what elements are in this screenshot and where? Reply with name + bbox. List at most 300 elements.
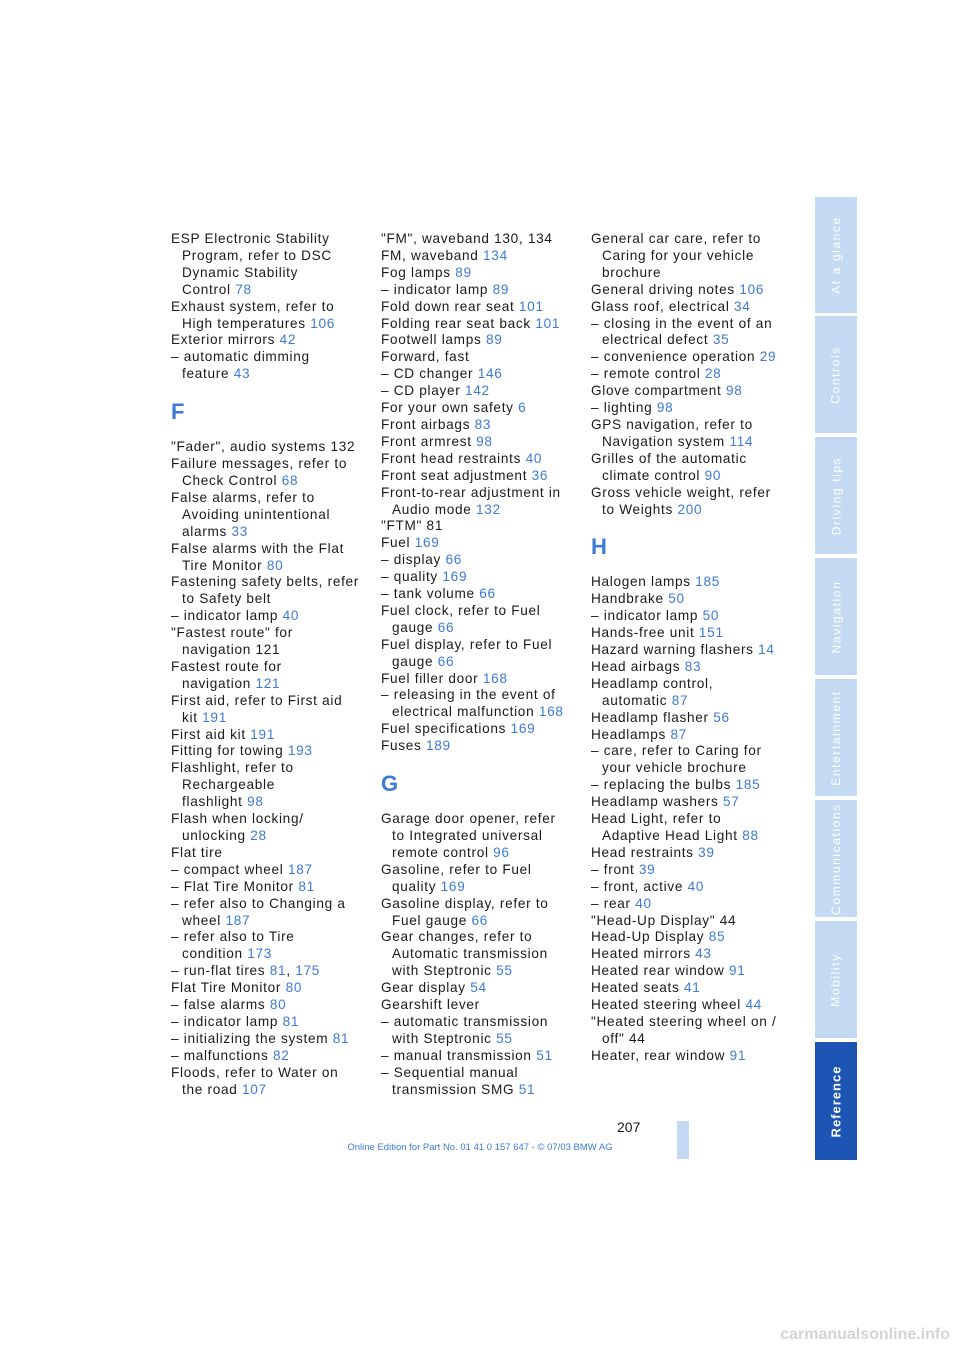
page-reference-link[interactable]: 185 <box>695 574 721 590</box>
page-reference-link[interactable]: 134 <box>483 247 508 263</box>
index-entry <box>381 316 581 333</box>
page-reference-link[interactable]: 35 <box>712 332 730 348</box>
page-reference-link[interactable]: 80 <box>266 557 284 573</box>
index-entry-text: – false alarms <box>171 997 270 1013</box>
page-reference-link[interactable]: 168 <box>482 670 508 686</box>
index-entry <box>381 417 581 434</box>
index-entry <box>381 845 581 862</box>
index-entry-text: Fuel filler door <box>381 670 483 686</box>
index-entry-text: Fuel specifications <box>381 721 511 737</box>
sidebar-tab-label: Reference <box>828 1065 844 1137</box>
index-entry <box>381 620 581 637</box>
index-entry <box>591 980 791 997</box>
index-entry <box>381 828 581 845</box>
index-entry-text: feature <box>182 366 234 382</box>
index-entry-text: – remote control <box>591 366 705 382</box>
index-entry-text: automatic <box>602 692 672 708</box>
index-entry-text: "Heated steering wheel on / <box>591 1013 777 1029</box>
index-entry-text: navigation <box>182 675 256 691</box>
index-entry-text: – CD changer <box>381 366 478 382</box>
index-entry-text: Halogen lamps <box>591 574 696 590</box>
index-entry <box>381 468 581 485</box>
index-entry <box>381 1065 581 1082</box>
page-reference-link[interactable]: 68 <box>281 472 299 488</box>
page-reference-link[interactable]: 87 <box>670 726 688 742</box>
index-entry-text: Handbrake <box>591 591 669 607</box>
sidebar-tab-label: Mobility <box>829 952 844 1007</box>
index-entry <box>381 434 581 451</box>
index-entry-text: Front-to-rear adjustment in <box>381 484 561 500</box>
page-reference-link[interactable]: 169 <box>442 569 468 585</box>
page-reference-link[interactable]: 78 <box>235 281 252 297</box>
index-entry-text: Flat tire <box>171 844 223 860</box>
index-entry-text: First aid, refer to First aid <box>171 692 343 708</box>
page-reference-link[interactable]: 98 <box>726 383 743 399</box>
index-entry <box>591 1048 791 1065</box>
sidebar-tab-label: Driving tips <box>829 456 843 535</box>
index-letter-heading: H <box>591 534 607 560</box>
index-entry <box>591 282 791 299</box>
index-entry <box>591 316 791 333</box>
index-entry <box>171 896 371 913</box>
page-reference-link[interactable]: 41 <box>683 980 701 996</box>
index-entry <box>591 451 791 468</box>
page-reference-link[interactable]: 66 <box>437 619 455 635</box>
index-entry <box>171 794 371 811</box>
page-reference-link[interactable]: 101 <box>535 315 561 331</box>
page-reference-link[interactable]: 107 <box>241 1081 267 1097</box>
page-reference-link[interactable]: 121 <box>255 675 281 691</box>
index-entry <box>171 366 371 383</box>
index-entry-text: quality <box>392 878 441 894</box>
index-entry-text: – display <box>381 552 446 568</box>
index-entry-text: Gearshift lever <box>381 997 480 1013</box>
index-entry-text: Fog lamps <box>381 264 456 280</box>
index-entry <box>591 434 791 451</box>
index-entry-text: Headlamps <box>591 726 671 742</box>
index-entry-text: Heated steering wheel <box>591 997 746 1013</box>
index-entry-text: Heated rear window <box>591 963 729 979</box>
page-reference-link[interactable]: 114 <box>729 433 754 449</box>
index-entry <box>591 997 791 1014</box>
index-entry-text: gauge <box>392 619 438 635</box>
index-entry-text: Control <box>182 281 236 297</box>
index-entry-text: "Fader", audio systems 132 <box>171 439 356 455</box>
index-entry-text: Headlamp control, <box>591 675 714 691</box>
index-entry <box>381 282 581 299</box>
index-entry-text: Automatic transmission <box>392 946 548 962</box>
page-reference-link[interactable]: 43 <box>233 366 251 382</box>
page-reference-link[interactable]: 66 <box>479 586 496 602</box>
index-entry <box>171 231 371 248</box>
index-entry <box>171 760 371 777</box>
page-reference-link[interactable]: 191 <box>202 709 227 725</box>
index-entry <box>591 332 791 349</box>
page-reference-link[interactable]: 39 <box>698 844 715 860</box>
page-reference-link[interactable]: 66 <box>445 552 462 568</box>
index-entry-text: Adaptive Head Light <box>602 828 743 843</box>
index-entry-text: – initializing the system <box>171 1030 333 1046</box>
index-entry-text: Fastening safety belts, refer <box>171 574 360 590</box>
page-reference-link[interactable]: 151 <box>698 625 724 641</box>
page-reference-link[interactable]: 146 <box>477 366 503 382</box>
page-reference-link[interactable]: 81 <box>298 878 315 894</box>
index-column-1 <box>171 231 371 1099</box>
index-entry <box>591 349 791 366</box>
page-reference-link[interactable]: 89 <box>455 264 472 280</box>
index-entry-text: Head airbags <box>591 658 685 674</box>
index-entry <box>591 502 791 519</box>
page-reference-link[interactable]: 54 <box>470 980 487 996</box>
index-entry <box>171 676 371 693</box>
index-entry-text: High temperatures <box>182 315 311 331</box>
index-entry-text: ESP Electronic Stability <box>171 231 330 246</box>
page-reference-link[interactable]: 39 <box>638 861 656 877</box>
index-entry-text: – CD player <box>381 383 465 399</box>
index-entry-text: Failure messages, refer to <box>171 456 348 472</box>
index-entry <box>171 316 371 333</box>
index-entry <box>381 896 581 913</box>
page-reference-link[interactable]: 28 <box>250 828 267 843</box>
page-reference-link[interactable]: 66 <box>437 653 455 669</box>
page-reference-link[interactable]: 40 <box>282 608 300 624</box>
index-entry <box>171 332 371 349</box>
index-entry <box>171 490 371 507</box>
index-entry <box>381 963 581 980</box>
index-entry <box>381 721 581 738</box>
page-number-bar <box>677 1121 689 1159</box>
index-entry-text: Forward, fast <box>381 349 470 365</box>
section-sidebar <box>815 197 857 1160</box>
index-entry <box>381 400 581 417</box>
index-entry <box>591 625 791 642</box>
page-reference-link[interactable]: 43 <box>695 946 712 962</box>
page-reference-link[interactable]: 29 <box>759 349 777 365</box>
page-reference-link[interactable]: 85 <box>708 929 726 945</box>
page-reference-link[interactable]: 81 <box>282 1013 300 1029</box>
page-reference-link[interactable]: 57 <box>723 794 740 810</box>
index-entry <box>591 299 791 316</box>
page-reference-separator: , <box>286 963 296 979</box>
page-reference-link[interactable]: 169 <box>510 721 536 737</box>
index-column-2 <box>381 231 581 1099</box>
index-entry <box>591 608 791 625</box>
index-entry-text: Front airbags <box>381 416 475 432</box>
page-reference-link[interactable]: 187 <box>287 861 313 877</box>
page-reference-link[interactable]: 55 <box>496 1030 513 1046</box>
index-entry-text: gauge <box>392 653 438 669</box>
index-entry-text: – indicator lamp <box>381 281 493 297</box>
page-reference-link[interactable]: 193 <box>287 743 313 759</box>
page-reference-link[interactable]: 82 <box>272 1047 290 1063</box>
index-entry <box>591 845 791 862</box>
page-reference-link[interactable]: 42 <box>279 332 297 348</box>
index-entry <box>591 591 791 608</box>
page-reference-link[interactable]: 88 <box>742 828 759 843</box>
index-entry <box>171 574 371 591</box>
page-reference-link[interactable]: 142 <box>464 383 490 399</box>
page-reference-link[interactable]: 96 <box>493 844 510 860</box>
page-reference-link[interactable]: 33 <box>231 523 248 539</box>
index-entry-text: to Safety belt <box>182 591 272 607</box>
index-entry <box>171 591 371 608</box>
index-entry <box>591 417 791 434</box>
index-entry-text: Fuel display, refer to Fuel <box>381 636 553 652</box>
index-entry-text: Head Light, refer to <box>591 811 722 827</box>
page-reference-link[interactable]: 189 <box>426 738 451 754</box>
index-entry <box>381 637 581 654</box>
page-reference-link[interactable]: 44 <box>745 997 762 1013</box>
index-entry <box>171 659 371 676</box>
index-entry-text: False alarms, refer to <box>171 489 315 505</box>
page-reference-link[interactable]: 91 <box>729 1047 747 1063</box>
index-entry <box>381 265 581 282</box>
index-entry <box>591 1031 791 1048</box>
index-entry-text: Flat Tire Monitor <box>171 980 286 996</box>
index-entry-text: Front armrest <box>381 433 477 449</box>
index-entry-text: Front head restraints <box>381 450 526 466</box>
page-reference-link[interactable]: 168 <box>538 704 564 720</box>
index-entry-text: Folding rear seat back <box>381 315 536 331</box>
index-entry-text: Glove compartment <box>591 383 726 399</box>
index-entry <box>381 671 581 688</box>
index-entry-text: Front seat adjustment <box>381 467 532 483</box>
page-reference-link[interactable]: 51 <box>536 1047 553 1063</box>
index-entry-text: Flash when locking/ <box>171 811 304 827</box>
index-entry <box>381 603 581 620</box>
index-entry-text: to Weights <box>602 501 678 517</box>
index-column-3 <box>591 231 791 1065</box>
index-entry-text: Headlamp washers <box>591 794 724 810</box>
index-entry-text: FM, waveband <box>381 247 484 263</box>
index-entry-text: – front, active <box>591 878 688 894</box>
sidebar-tab-label: Navigation <box>829 580 844 653</box>
index-entry <box>591 693 791 710</box>
index-entry <box>171 1065 371 1082</box>
index-entry-text: – replacing the bulbs <box>591 777 736 793</box>
index-entry <box>591 963 791 980</box>
index-entry-text: – lighting <box>591 400 657 416</box>
sidebar-tab-navigation[interactable] <box>815 558 857 675</box>
index-entry <box>381 1014 581 1031</box>
page-reference-link[interactable]: 132 <box>476 501 501 517</box>
index-entry <box>591 383 791 400</box>
index-entry <box>171 473 371 490</box>
page-reference-link[interactable]: 185 <box>735 777 761 793</box>
index-entry-text: Program, refer to DSC <box>182 247 332 263</box>
index-entry <box>171 811 371 828</box>
index-entry-text: – quality <box>381 569 443 585</box>
index-entry <box>591 642 791 659</box>
index-entry <box>381 980 581 997</box>
index-entry-text: wheel <box>182 912 226 928</box>
index-entry-text: Garage door opener, refer <box>381 811 556 827</box>
page-reference-link[interactable]: 83 <box>684 658 702 674</box>
index-entry-text: – releasing in the event of <box>381 687 556 703</box>
index-entry <box>591 366 791 383</box>
page-reference-link[interactable]: 89 <box>492 281 510 297</box>
sidebar-tab-label: Communications <box>829 802 843 915</box>
index-entry <box>171 997 371 1014</box>
page-reference-link[interactable]: 90 <box>704 467 722 483</box>
index-entry <box>171 845 371 862</box>
index-entry <box>171 456 371 473</box>
page-reference-link[interactable]: 187 <box>225 912 251 928</box>
index-entry-text: – run-flat tires <box>171 963 270 979</box>
index-entry <box>171 439 371 456</box>
index-entry-text: General car care, refer to <box>591 231 762 246</box>
index-entry <box>381 1082 581 1099</box>
index-entry <box>171 265 371 282</box>
index-entry <box>591 811 791 828</box>
page-reference-link[interactable]: 98 <box>476 433 493 449</box>
index-entry-text: – tank volume <box>381 586 480 602</box>
page-reference-link[interactable]: 36 <box>531 467 549 483</box>
page-reference-link[interactable]: 55 <box>496 963 513 979</box>
index-entry <box>171 1048 371 1065</box>
sidebar-tab-controls[interactable] <box>815 316 857 433</box>
index-entry <box>381 349 581 366</box>
index-entry <box>171 862 371 879</box>
index-entry <box>591 777 791 794</box>
index-entry <box>591 710 791 727</box>
index-entry-text: GPS navigation, refer to <box>591 416 753 432</box>
sidebar-tab-driving-tips[interactable] <box>815 437 857 554</box>
index-entry <box>591 743 791 760</box>
index-entry-text: Gear changes, refer to <box>381 929 533 945</box>
index-entry <box>381 299 581 316</box>
sidebar-tab-entertainment[interactable] <box>815 679 857 796</box>
page-reference-link[interactable]: 6 <box>518 400 527 416</box>
sidebar-tab-communications[interactable] <box>815 800 857 917</box>
index-entry-text: – Sequential manual <box>381 1064 519 1080</box>
index-entry-text: Gasoline, refer to Fuel <box>381 861 532 877</box>
index-entry <box>171 625 371 642</box>
page-reference-link[interactable]: 175 <box>295 963 321 979</box>
page-reference-link[interactable]: 106 <box>739 281 765 297</box>
index-entry <box>381 811 581 828</box>
page-reference-link[interactable]: 106 <box>310 315 335 331</box>
index-entry <box>381 997 581 1014</box>
index-entry-text: unlocking <box>182 828 251 843</box>
watermark: carmanualsonline.info <box>780 1326 950 1343</box>
index-entry-text: Rechargeable <box>182 777 276 793</box>
index-entry <box>171 980 371 997</box>
index-entry <box>381 738 581 755</box>
index-entry <box>171 248 371 265</box>
index-entry <box>381 366 581 383</box>
page-reference-link[interactable]: 28 <box>704 366 722 382</box>
index-entry <box>381 654 581 671</box>
index-entry-text: – refer also to Tire <box>171 929 295 945</box>
index-entry-text: transmission SMG <box>392 1081 519 1097</box>
page-reference-link[interactable]: 87 <box>671 692 689 708</box>
page-reference-link[interactable]: 34 <box>734 298 751 314</box>
page-reference-link[interactable]: 40 <box>687 878 705 894</box>
index-entry <box>171 558 371 575</box>
page-reference-link[interactable]: 191 <box>250 726 276 742</box>
page-reference-link[interactable]: 40 <box>635 895 652 911</box>
page-reference-link[interactable]: 173 <box>247 946 272 962</box>
index-entry <box>591 727 791 744</box>
index-entry <box>591 828 791 845</box>
index-entry <box>171 507 371 524</box>
index-entry <box>171 710 371 727</box>
sidebar-tab-label: At a glance <box>829 216 843 294</box>
page-reference-link[interactable]: 89 <box>485 332 503 348</box>
index-entry <box>591 485 791 502</box>
page-reference-link[interactable]: 83 <box>474 416 492 432</box>
index-entry <box>381 518 581 535</box>
page-reference-link[interactable]: 50 <box>668 591 685 607</box>
sidebar-tab-at-a-glance[interactable] <box>815 197 857 313</box>
page-reference-link[interactable]: 169 <box>414 535 440 551</box>
index-entry <box>591 659 791 676</box>
page-reference-link[interactable]: 81 <box>269 963 287 979</box>
index-entry-text: with Steptronic <box>392 963 497 979</box>
page-reference-link[interactable]: 51 <box>518 1081 536 1097</box>
index-entry-text: Gasoline display, refer to <box>381 895 549 911</box>
index-entry <box>591 862 791 879</box>
page-reference-link[interactable]: 40 <box>525 450 543 466</box>
page-reference-link[interactable]: 169 <box>440 878 466 894</box>
index-entry <box>591 879 791 896</box>
index-entry <box>171 693 371 710</box>
index-entry <box>171 963 371 980</box>
index-entry <box>171 1031 371 1048</box>
index-entry-text: Footwell lamps <box>381 332 486 348</box>
page-reference-link[interactable]: 98 <box>656 400 674 416</box>
index-entry-text: – manual transmission <box>381 1047 537 1063</box>
index-entry-text: False alarms with the Flat <box>171 540 345 556</box>
page-reference-link[interactable]: 91 <box>728 963 746 979</box>
page-number: 207 <box>617 1119 641 1135</box>
page-reference-link[interactable]: 81 <box>332 1030 350 1046</box>
index-entry-text: kit <box>182 709 203 725</box>
index-entry <box>171 642 371 659</box>
page-reference-link[interactable]: 14 <box>758 642 775 658</box>
index-entry <box>171 743 371 760</box>
page-reference-link[interactable]: 101 <box>518 298 544 314</box>
index-entry-text: Head restraints <box>591 844 699 860</box>
page-reference-link[interactable]: 66 <box>471 912 489 928</box>
index-entry-text: – rear <box>591 895 636 911</box>
page-reference-link[interactable]: 200 <box>677 501 703 517</box>
index-entry-text: Fuel clock, refer to Fuel <box>381 602 541 618</box>
page-reference-link[interactable]: 50 <box>702 608 720 624</box>
index-entry <box>591 400 791 417</box>
index-entry <box>171 1014 371 1031</box>
index-entry-text: brochure <box>602 264 662 280</box>
index-entry <box>171 913 371 930</box>
index-entry-text: Glass roof, electrical <box>591 298 735 314</box>
index-entry <box>171 929 371 946</box>
index-entry-text: – Flat Tire Monitor <box>171 878 299 894</box>
index-entry-text: – automatic dimming <box>171 349 310 365</box>
page-reference-link[interactable]: 56 <box>713 709 730 725</box>
index-entry-text: Caring for your vehicle <box>602 247 755 263</box>
index-entry-text: – indicator lamp <box>171 608 283 624</box>
index-entry-text: navigation 121 <box>182 642 281 658</box>
index-entry-text: Floods, refer to Water on <box>171 1064 339 1080</box>
index-entry-text: remote control <box>392 844 494 860</box>
page-reference-link[interactable]: 98 <box>247 794 264 810</box>
index-entry <box>381 879 581 896</box>
page-reference-link[interactable]: 80 <box>269 997 287 1013</box>
sidebar-tab-mobility[interactable] <box>815 921 857 1038</box>
index-entry <box>381 535 581 552</box>
page-reference-link[interactable]: 80 <box>285 980 303 996</box>
